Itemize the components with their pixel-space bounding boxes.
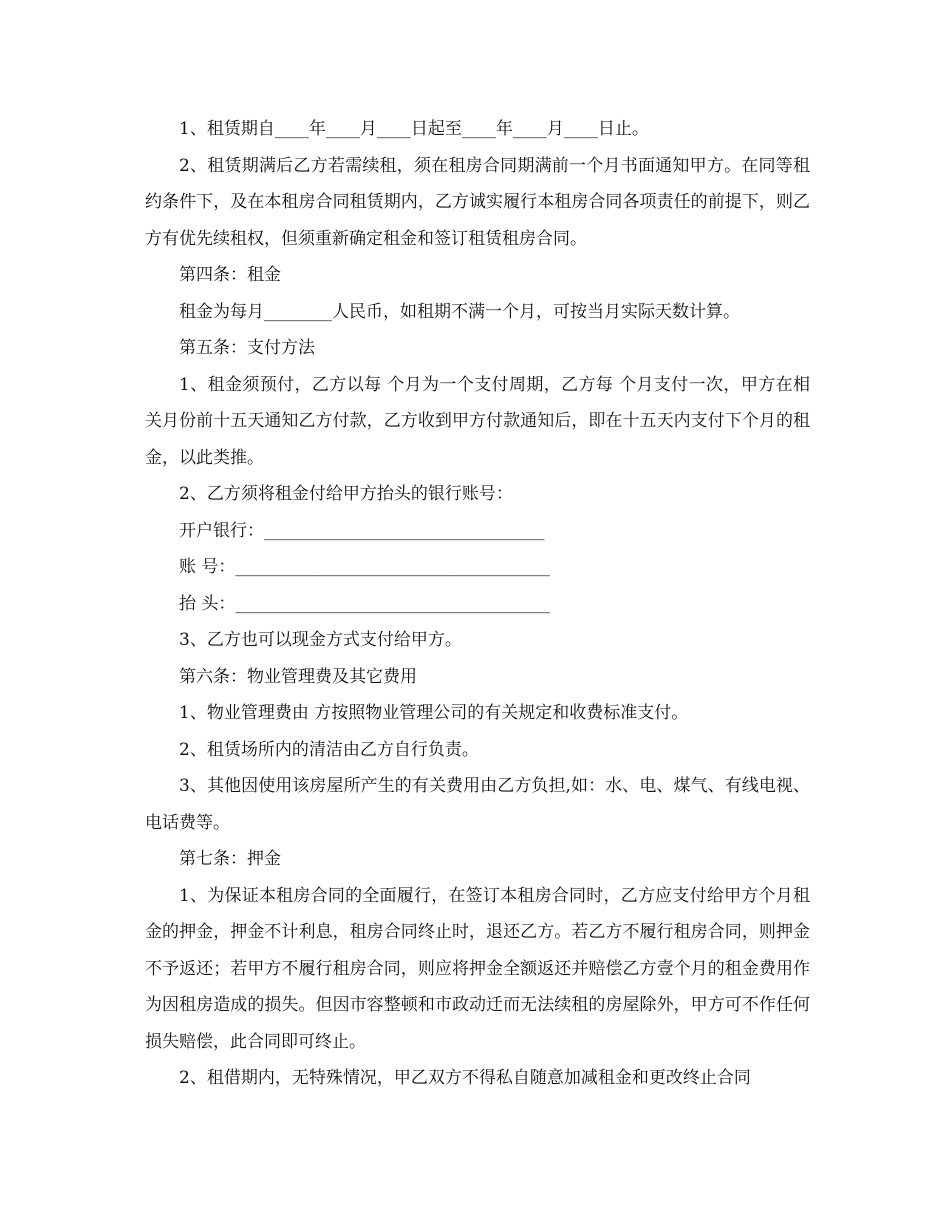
clause-bank-account: 2、乙方须将租金付给甲方抬头的银行账号： — [179, 484, 513, 504]
section-heading-rent: 第四条：租金 — [179, 265, 281, 285]
clause-renewal: 2、租赁期满后乙方若需续租，须在租房合同期满前一个月书面通知甲方。在同等租约条件下，及在本租房合同租赁期内，乙方诚实履行本租房合同各项责任的前提下，则乙方有优先续租权，但须重新确定租金和签订租赁租房合同。 — [145, 155, 810, 249]
field-bank-name: 开户银行：_________________________________ — [179, 520, 545, 541]
clause-deposit: 1、为保证本租房合同的全面履行，在签订本租房合同时，乙方应支付给甲方个月租金的押金，押金不计利息，租房合同终止时，退还乙方。若乙方不履行租房合同，则押金不予返还；若甲方不履行租房合同，则应将押金全额返还并赔偿乙方壹个月的租金费用作为因租房造成的损失。但因市容整顿和市政动迁而无法续租的房屋除外，甲方可不作任何损失赔偿，此合同即可终止。 — [145, 885, 810, 1052]
section-heading-payment: 第五条：支付方法 — [179, 338, 315, 358]
clause-prepayment: 1、租金须预付，乙方以每 个月为一个支付周期，乙方每 个月支付一次，甲方在相关月份前十五天通知乙方付款，乙方收到甲方付款通知后，即在十五天内支付下个月的租金，以此类推。 — [145, 374, 810, 468]
field-account-holder: 抬 头：_____________________________________ — [179, 593, 550, 614]
clause-other-fees: 3、其他因使用该房屋所产生的有关费用由乙方负担,如：水、电、煤气、有线电视、电话费等。 — [145, 776, 810, 833]
clause-rent-amount: 租金为每月________人民币，如租期不满一个月，可按当月实际天数计算。 — [179, 301, 740, 322]
document-page — [145, 111, 810, 1097]
section-heading-deposit: 第七条：押金 — [179, 849, 281, 869]
field-account-number: 账 号：_____________________________________ — [179, 557, 550, 577]
clause-property-fee: 1、物业管理费由 方按照物业管理公司的有关规定和收费标准支付。 — [179, 703, 689, 723]
clause-rent-change: 2、租借期内，无特殊情况，甲乙双方不得私自随意加减租金和更改终止合同 — [179, 1068, 751, 1088]
clause-cleaning: 2、租赁场所内的清洁由乙方自行负责。 — [179, 739, 479, 760]
section-heading-fees: 第六条：物业管理费及其它费用 — [179, 666, 417, 687]
clause-lease-term: 1、租赁期自____年____月____日起至____年____月____日止。 — [179, 119, 649, 139]
clause-cash-payment: 3、乙方也可以现金方式支付给甲方。 — [179, 630, 462, 650]
